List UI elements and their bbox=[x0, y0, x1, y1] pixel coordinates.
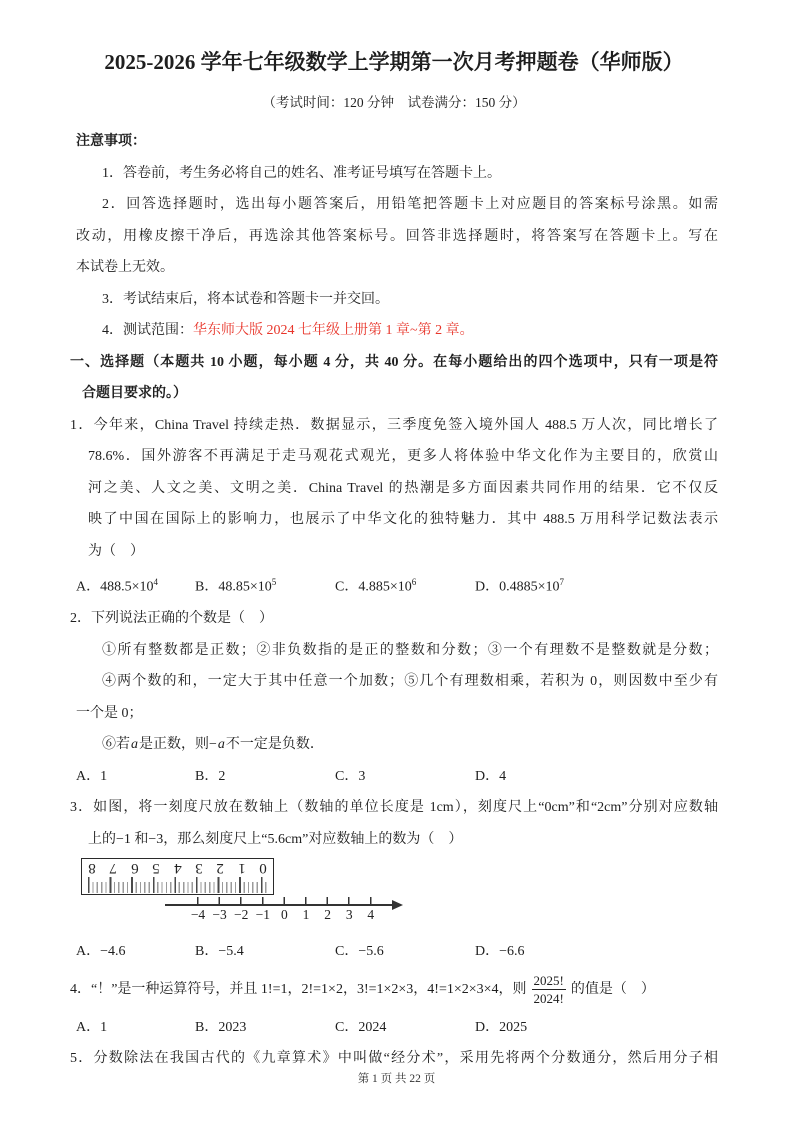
section1-heading-line2: 合题目要求的。） bbox=[82, 386, 187, 401]
ruler-digit: 1 bbox=[237, 860, 246, 877]
ruler-digit: 7 bbox=[109, 860, 118, 877]
axis-label: 1 bbox=[302, 907, 310, 923]
q3-option-a: A．−4.6 bbox=[76, 944, 126, 960]
q4-options-row bbox=[76, 1012, 718, 1044]
q2-option-b: B．2 bbox=[195, 768, 226, 784]
ruler bbox=[81, 858, 274, 895]
axis-label: −1 bbox=[255, 907, 270, 923]
q2-line2: ①所有整数都是正数；②非负数指的是正的整数和分数；③一个有理数不是整数就是分数； bbox=[102, 642, 718, 658]
axis-label: 4 bbox=[367, 907, 375, 923]
q1-option-d: D．$0.4885\times 10^7$ bbox=[475, 577, 565, 595]
q4-option-a: A．1 bbox=[76, 1019, 108, 1035]
q1-option-b: B．$48.85\times 10^5$ bbox=[195, 577, 277, 595]
ruler-digit: 8 bbox=[88, 860, 96, 877]
exam-subtitle: （考试时间：120 分钟 试卷满分：150 分） bbox=[262, 95, 526, 110]
axis-label: −4 bbox=[190, 907, 206, 923]
q3-line1: 3．如图，将一刻度尺放在数轴上（数轴的单位长度是 1cm），刻度尺上“0cm”和“2cm”分别对应数轴 bbox=[70, 800, 718, 816]
q2-option-a: A．1 bbox=[76, 768, 108, 784]
q5-line1: 5．分数除法在我国古代的《九章算术》中叫做“经分术”，采用先将两个分数通分，然后用分子相 bbox=[70, 1051, 718, 1067]
note-item-2-line1: 2．回答选择题时，选出每小题答案后，用铅笔把答题卡上对应题目的答案标号涂黑。如需 bbox=[102, 197, 718, 212]
axis-label: −2 bbox=[234, 907, 249, 923]
test-scope-highlight: 华东师大版 2024 七年级上册第 1 章~第 2 章。 bbox=[193, 323, 474, 338]
q2-line4: 一个是 0； bbox=[76, 705, 143, 721]
q1-line4: 映了中国在国际上的影响力，也展示了中华文化的独特魅力．其中 488.5 万用科学记数法表示 bbox=[88, 512, 718, 527]
q1-option-a: A．$488.5\times 10^4$ bbox=[76, 577, 159, 595]
ruler-digit: 2 bbox=[216, 860, 224, 877]
q1-line2: 78.6%．国外游客不再满足于走马观花式观光，更多人将体验中华文化作为主要目的，欣赏山 bbox=[88, 449, 718, 464]
q1-line5: 为（ ） bbox=[88, 543, 144, 559]
ruler-major-ticks bbox=[88, 877, 267, 893]
section1-heading-line1: 一、选择题（本题共 10 小题，每小题 4 分，共 40 分。在每小题给出的四个选项中，只有一项是符 bbox=[70, 354, 718, 370]
note-item-2-line2: 改动，用橡皮擦干净后，再选涂其他答案标号。回答非选择题时，将答案写在答题卡上。写在 bbox=[76, 228, 718, 244]
note-item-2-line3: 本试卷上无效。 bbox=[76, 260, 174, 275]
ruler-scale-digits bbox=[82, 859, 273, 876]
note-item-1: 1．答卷前，考生务必将自己的姓名、准考证号填写在答题卡上。 bbox=[102, 165, 501, 181]
ruler-digit: 3 bbox=[195, 860, 203, 877]
q4-option-d: D．2025 bbox=[475, 1019, 528, 1035]
ruler-digit: 4 bbox=[173, 860, 182, 877]
q2-option-c: C．3 bbox=[335, 768, 366, 784]
ruler-number-line-figure bbox=[70, 856, 718, 936]
axis-label: 3 bbox=[345, 907, 353, 923]
q4-line1: 4．“！”是一种运算符号，并且 1!=1，2!=1×2，3!=1×2×3，4!=1×2×3×4，则 $\frac{2025!}{2024!}$ 的值是（ ） bbox=[70, 972, 655, 1007]
note-item-3: 3．考试结束后，将本试卷和答题卡一并交回。 bbox=[102, 291, 389, 307]
fraction-numerator: 2025! bbox=[532, 973, 566, 991]
q3-option-b: B．−5.4 bbox=[195, 944, 244, 960]
fraction bbox=[532, 973, 566, 1007]
q4-option-c: C．2024 bbox=[335, 1019, 387, 1035]
q2-option-d: D．4 bbox=[475, 768, 507, 784]
q3-line2: 上的−1 和−3，那么刻度尺上“5.6cm”对应数轴上的数为（ ） bbox=[88, 831, 463, 847]
q4-option-b: B．2023 bbox=[195, 1019, 247, 1035]
axis-label: 2 bbox=[324, 907, 331, 923]
ruler-digit: 6 bbox=[131, 860, 139, 877]
q1-options-row bbox=[76, 567, 718, 603]
ruler-digit: 5 bbox=[152, 860, 160, 877]
q1-line1: 1．今年来，China Travel 持续走热．数据显示，三季度免签入境外国人 488.5 万人次，同比增长了 bbox=[70, 417, 718, 433]
q3-options-row bbox=[76, 936, 718, 968]
note-item-4 bbox=[102, 315, 718, 347]
ruler-digit: 0 bbox=[259, 860, 267, 877]
q1-line3: 河之美、人文之美、文明之美．China Travel 的热潮是多方面因素共同作用的结果．它不仅反 bbox=[88, 480, 718, 496]
q2-line5: ⑥若a是正数，则−a不一定是负数． bbox=[102, 737, 324, 753]
axis-label: 0 bbox=[281, 907, 288, 923]
q1-option-c: C．$4.885\times 10^6$ bbox=[335, 577, 417, 595]
fraction-denominator: 2024! bbox=[533, 991, 564, 1007]
number-line-ticks bbox=[197, 897, 372, 905]
q3-option-d: D．−6.6 bbox=[475, 944, 525, 960]
q2-line1: 2．下列说法正确的个数是（ ） bbox=[70, 611, 273, 627]
q2-line3: ④两个数的和，一定大于其中任意一个加数；⑤几个有理数相乘，若积为 0，则因数中至少有 bbox=[102, 674, 718, 690]
number-line-arrow bbox=[392, 900, 403, 910]
variable-a: a bbox=[217, 737, 225, 753]
page-footer: 第 1 页 共 22 页 bbox=[357, 1073, 436, 1085]
page-title: 2025-2026 学年七年级数学上学期第一次月考押题卷（华师版） bbox=[104, 50, 684, 74]
axis-label: −3 bbox=[212, 907, 227, 923]
q2-options-row bbox=[76, 761, 718, 793]
notes-heading: 注意事项： bbox=[76, 134, 146, 149]
note-item-4-prefix: 4．测试范围： bbox=[102, 323, 193, 338]
q3-option-c: C．−5.6 bbox=[335, 944, 384, 960]
variable-a: a bbox=[131, 737, 138, 753]
